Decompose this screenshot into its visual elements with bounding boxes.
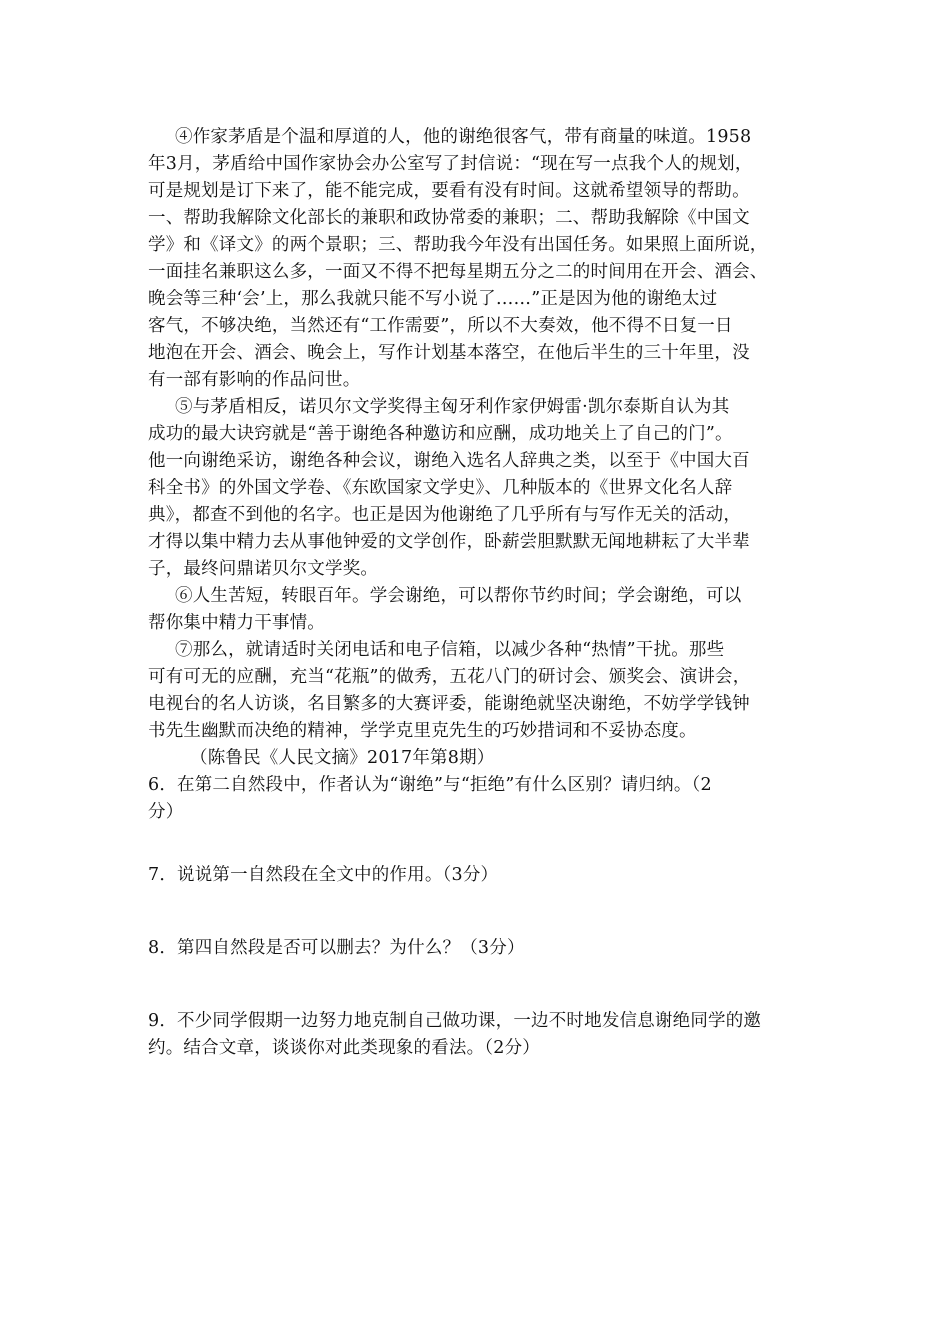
paragraph-4-line: 有一部有影响的作品问世。 bbox=[148, 370, 361, 390]
paragraph-4-line: 晚会等三种‘会’上，那么我就只能不写小说了……”正是因为他的谢绝太过 bbox=[148, 289, 718, 309]
paragraph-4-line: ④作家茅盾是个温和厚道的人，他的谢绝很客气，带有商量的味道。1958 bbox=[175, 127, 752, 147]
paragraph-5-line: 科全书》的外国文学卷、《东欧国家文学史》、几种版本的《世界文化名人辞 bbox=[148, 478, 733, 498]
question-9-line: 约。结合文章，谈谈你对此类现象的看法。（2分） bbox=[148, 1038, 540, 1058]
source-citation: （陈鲁民《人民文摘》2017年第8期） bbox=[190, 748, 495, 768]
paragraph-4-line: 一面挂名兼职这么多，一面又不得不把每星期五分之二的时间用在开会、酒会、 bbox=[148, 262, 768, 282]
question-8-line: 8．第四自然段是否可以删去？为什么？（3分） bbox=[148, 938, 525, 958]
paragraph-5-line: 子，最终问鼎诺贝尔文学奖。 bbox=[148, 559, 379, 579]
paragraph-5-line: 他一向谢绝采访，谢绝各种会议，谢绝入选名人辞典之类，以至于《中国大百 bbox=[148, 451, 750, 471]
paragraph-6-line: ⑥人生苦短，转眼百年。学会谢绝，可以帮你节约时间；学会谢绝，可以 bbox=[175, 586, 742, 606]
paragraph-5-line: 才得以集中精力去从事他钟爱的文学创作，卧薪尝胆默默无闻地耕耘了大半辈 bbox=[148, 532, 750, 552]
paragraph-7-line: 电视台的名人访谈，名目繁多的大赛评委，能谢绝就坚决谢绝，不妨学学钱钟 bbox=[148, 694, 750, 714]
paragraph-6-line: 帮你集中精力干事情。 bbox=[148, 613, 325, 633]
paragraph-5-line: 典》，都查不到他的名字。也正是因为他谢绝了几乎所有与写作无关的活动， bbox=[148, 505, 742, 525]
paragraph-7-line: 可有可无的应酬，充当“花瓶”的做秀，五花八门的研讨会、颁奖会、演讲会， bbox=[148, 667, 751, 687]
paragraph-4-line: 可是规划是订下来了，能不能完成，要看有没有时间。这就希望领导的帮助。 bbox=[148, 181, 750, 201]
paragraph-5-line: 成功的最大诀窍就是“善于谢绝各种邀访和应酬，成功地关上了自己的门”。 bbox=[148, 424, 733, 444]
paragraph-7-line: 书先生幽默而决绝的精神，学学克里克先生的巧妙措词和不妥协态度。 bbox=[148, 721, 697, 741]
paragraph-5-line: ⑤与茅盾相反，诺贝尔文学奖得主匈牙利作家伊姆雷·凯尔泰斯自认为其 bbox=[175, 397, 730, 417]
paragraph-4-line: 学》和《译文》的两个景职；三、帮助我今年没有出国任务。如果照上面所说， bbox=[148, 235, 768, 255]
paragraph-4-line: 年3月，茅盾给中国作家协会办公室写了封信说：“现在写一点我个人的规划， bbox=[148, 154, 753, 174]
question-7-line: 7．说说第一自然段在全文中的作用。（3分） bbox=[148, 865, 499, 885]
question-6-line: 6．在第二自然段中，作者认为“谢绝”与“拒绝”有什么区别？请归纳。（2 bbox=[148, 775, 712, 795]
question-9-line: 9．不少同学假期一边努力地克制自己做功课，一边不时地发信息谢绝同学的邀 bbox=[148, 1011, 762, 1031]
paragraph-7-line: ⑦那么，就请适时关闭电话和电子信箱，以减少各种“热情”干扰。那些 bbox=[175, 640, 725, 660]
question-6-line: 分） bbox=[148, 802, 184, 822]
paragraph-4-line: 地泡在开会、酒会、晚会上，写作计划基本落空，在他后半生的三十年里，没 bbox=[148, 343, 750, 363]
paragraph-4-line: 一、帮助我解除文化部长的兼职和政协常委的兼职；二、帮助我解除《中国文 bbox=[148, 208, 750, 228]
paragraph-4-line: 客气，不够决绝，当然还有“工作需要”，所以不大奏效，他不得不日复一日 bbox=[148, 316, 733, 336]
